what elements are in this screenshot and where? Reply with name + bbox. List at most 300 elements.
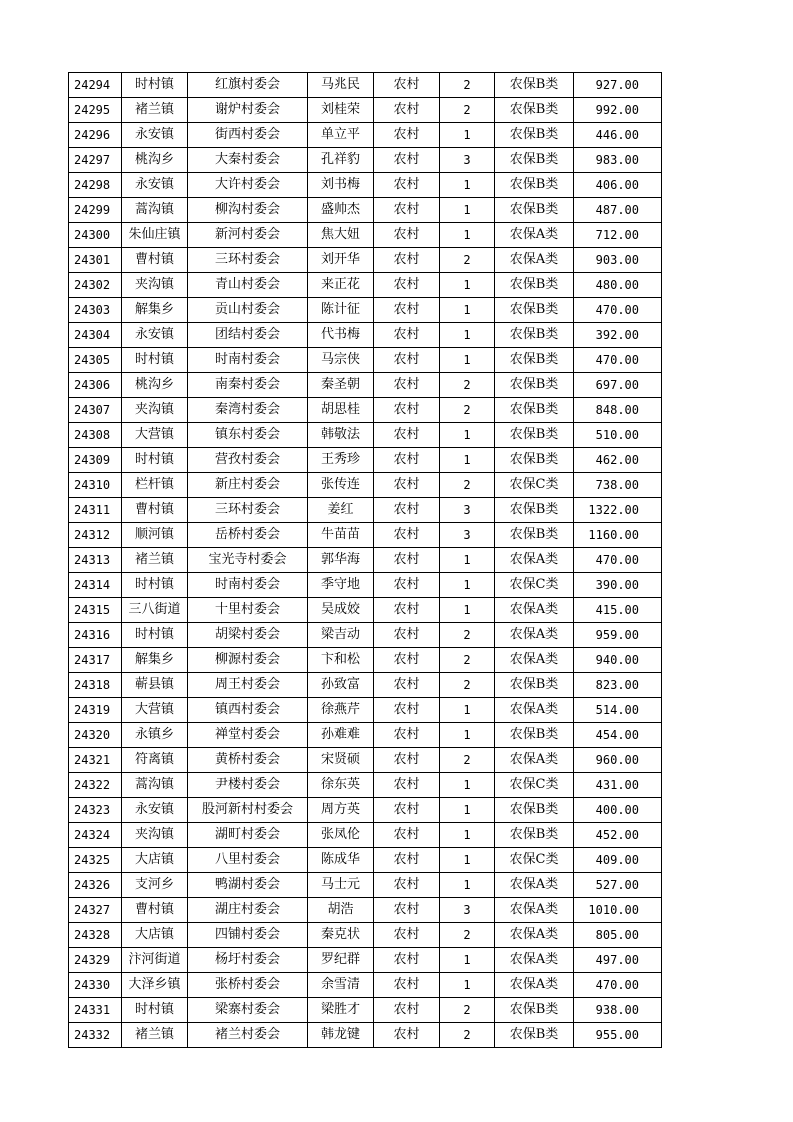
household-count-cell: 3 <box>440 498 495 523</box>
area-type-cell: 农村 <box>374 573 440 598</box>
household-count-cell: 2 <box>440 923 495 948</box>
record-id-cell: 24302 <box>69 273 122 298</box>
table-row <box>69 348 662 373</box>
township-cell: 褚兰镇 <box>122 1023 188 1048</box>
person-name-cell: 徐东英 <box>308 773 374 798</box>
household-count-cell: 2 <box>440 98 495 123</box>
area-type-cell: 农村 <box>374 1023 440 1048</box>
area-type-cell: 农村 <box>374 323 440 348</box>
township-cell: 顺河镇 <box>122 523 188 548</box>
township-cell: 三八街道 <box>122 598 188 623</box>
household-count-cell: 1 <box>440 123 495 148</box>
table-row <box>69 323 662 348</box>
village-committee-cell: 秦湾村委会 <box>188 398 308 423</box>
township-cell: 夹沟镇 <box>122 398 188 423</box>
insurance-category-cell: 农保B类 <box>495 348 574 373</box>
person-name-cell: 马宗侠 <box>308 348 374 373</box>
amount-cell: 470.00 <box>574 548 662 573</box>
household-count-cell: 2 <box>440 248 495 273</box>
area-type-cell: 农村 <box>374 923 440 948</box>
record-id-cell: 24310 <box>69 473 122 498</box>
township-cell: 符离镇 <box>122 748 188 773</box>
village-committee-cell: 岳桥村委会 <box>188 523 308 548</box>
amount-cell: 497.00 <box>574 948 662 973</box>
village-committee-cell: 尹楼村委会 <box>188 773 308 798</box>
township-cell: 朱仙庄镇 <box>122 223 188 248</box>
record-id-cell: 24322 <box>69 773 122 798</box>
township-cell: 时村镇 <box>122 998 188 1023</box>
area-type-cell: 农村 <box>374 98 440 123</box>
area-type-cell: 农村 <box>374 298 440 323</box>
area-type-cell: 农村 <box>374 723 440 748</box>
table-row <box>69 273 662 298</box>
table-row <box>69 198 662 223</box>
table-row <box>69 673 662 698</box>
person-name-cell: 张传连 <box>308 473 374 498</box>
person-name-cell: 胡思桂 <box>308 398 374 423</box>
amount-cell: 938.00 <box>574 998 662 1023</box>
table-row <box>69 473 662 498</box>
amount-cell: 927.00 <box>574 73 662 98</box>
village-committee-cell: 八里村委会 <box>188 848 308 873</box>
record-id-cell: 24307 <box>69 398 122 423</box>
township-cell: 蕲县镇 <box>122 673 188 698</box>
insurance-category-cell: 农保B类 <box>495 73 574 98</box>
household-count-cell: 1 <box>440 198 495 223</box>
area-type-cell: 农村 <box>374 698 440 723</box>
table-row <box>69 998 662 1023</box>
amount-cell: 431.00 <box>574 773 662 798</box>
amount-cell: 510.00 <box>574 423 662 448</box>
village-committee-cell: 梁寨村委会 <box>188 998 308 1023</box>
insurance-category-cell: 农保B类 <box>495 723 574 748</box>
insurance-category-cell: 农保A类 <box>495 748 574 773</box>
area-type-cell: 农村 <box>374 173 440 198</box>
insurance-category-cell: 农保B类 <box>495 498 574 523</box>
amount-cell: 415.00 <box>574 598 662 623</box>
person-name-cell: 牛苗苗 <box>308 523 374 548</box>
area-type-cell: 农村 <box>374 873 440 898</box>
township-cell: 时村镇 <box>122 348 188 373</box>
person-name-cell: 孙难难 <box>308 723 374 748</box>
amount-cell: 992.00 <box>574 98 662 123</box>
person-name-cell: 韩敬法 <box>308 423 374 448</box>
insurance-category-cell: 农保A类 <box>495 248 574 273</box>
record-id-cell: 24329 <box>69 948 122 973</box>
household-count-cell: 1 <box>440 298 495 323</box>
household-count-cell: 1 <box>440 223 495 248</box>
person-name-cell: 陈计征 <box>308 298 374 323</box>
village-committee-cell: 三环村委会 <box>188 498 308 523</box>
insurance-category-cell: 农保B类 <box>495 273 574 298</box>
insurance-category-cell: 农保B类 <box>495 123 574 148</box>
area-type-cell: 农村 <box>374 648 440 673</box>
record-id-cell: 24299 <box>69 198 122 223</box>
village-committee-cell: 镇东村委会 <box>188 423 308 448</box>
amount-cell: 480.00 <box>574 273 662 298</box>
table-row <box>69 623 662 648</box>
township-cell: 永安镇 <box>122 323 188 348</box>
amount-cell: 470.00 <box>574 973 662 998</box>
household-count-cell: 2 <box>440 1023 495 1048</box>
insurance-category-cell: 农保A类 <box>495 623 574 648</box>
amount-cell: 400.00 <box>574 798 662 823</box>
person-name-cell: 胡浩 <box>308 898 374 923</box>
record-id-cell: 24332 <box>69 1023 122 1048</box>
village-committee-cell: 湖庄村委会 <box>188 898 308 923</box>
household-count-cell: 1 <box>440 598 495 623</box>
household-count-cell: 1 <box>440 723 495 748</box>
insurance-category-cell: 农保B类 <box>495 998 574 1023</box>
village-committee-cell: 营孜村委会 <box>188 448 308 473</box>
household-count-cell: 1 <box>440 873 495 898</box>
table-row <box>69 848 662 873</box>
record-id-cell: 24323 <box>69 798 122 823</box>
record-id-cell: 24304 <box>69 323 122 348</box>
household-count-cell: 2 <box>440 748 495 773</box>
person-name-cell: 盛帅杰 <box>308 198 374 223</box>
record-id-cell: 24317 <box>69 648 122 673</box>
record-id-cell: 24318 <box>69 673 122 698</box>
area-type-cell: 农村 <box>374 523 440 548</box>
table-row <box>69 548 662 573</box>
table-row <box>69 248 662 273</box>
household-count-cell: 1 <box>440 448 495 473</box>
township-cell: 永镇乡 <box>122 723 188 748</box>
household-count-cell: 1 <box>440 848 495 873</box>
household-count-cell: 2 <box>440 623 495 648</box>
amount-cell: 1322.00 <box>574 498 662 523</box>
village-committee-cell: 三环村委会 <box>188 248 308 273</box>
person-name-cell: 余雪清 <box>308 973 374 998</box>
person-name-cell: 焦大妞 <box>308 223 374 248</box>
household-count-cell: 3 <box>440 148 495 173</box>
person-name-cell: 来正花 <box>308 273 374 298</box>
person-name-cell: 梁吉动 <box>308 623 374 648</box>
village-committee-cell: 张桥村委会 <box>188 973 308 998</box>
village-committee-cell: 镇西村委会 <box>188 698 308 723</box>
household-count-cell: 1 <box>440 423 495 448</box>
record-id-cell: 24306 <box>69 373 122 398</box>
person-name-cell: 季守地 <box>308 573 374 598</box>
person-name-cell: 徐燕芹 <box>308 698 374 723</box>
village-committee-cell: 柳沟村委会 <box>188 198 308 223</box>
area-type-cell: 农村 <box>374 973 440 998</box>
insurance-category-cell: 农保B类 <box>495 523 574 548</box>
table-row <box>69 823 662 848</box>
insurance-category-cell: 农保C类 <box>495 848 574 873</box>
person-name-cell: 卞和松 <box>308 648 374 673</box>
record-id-cell: 24296 <box>69 123 122 148</box>
table-row <box>69 923 662 948</box>
village-committee-cell: 周王村委会 <box>188 673 308 698</box>
record-id-cell: 24313 <box>69 548 122 573</box>
area-type-cell: 农村 <box>374 448 440 473</box>
amount-cell: 392.00 <box>574 323 662 348</box>
village-committee-cell: 青山村委会 <box>188 273 308 298</box>
amount-cell: 514.00 <box>574 698 662 723</box>
household-count-cell: 2 <box>440 398 495 423</box>
area-type-cell: 农村 <box>374 148 440 173</box>
amount-cell: 940.00 <box>574 648 662 673</box>
record-id-cell: 24324 <box>69 823 122 848</box>
table-row <box>69 698 662 723</box>
village-committee-cell: 大秦村委会 <box>188 148 308 173</box>
area-type-cell: 农村 <box>374 373 440 398</box>
household-count-cell: 1 <box>440 698 495 723</box>
table-row <box>69 148 662 173</box>
village-committee-cell: 黄桥村委会 <box>188 748 308 773</box>
insurance-category-cell: 农保B类 <box>495 98 574 123</box>
township-cell: 大营镇 <box>122 698 188 723</box>
insurance-category-cell: 农保A类 <box>495 223 574 248</box>
amount-cell: 738.00 <box>574 473 662 498</box>
amount-cell: 903.00 <box>574 248 662 273</box>
household-count-cell: 1 <box>440 173 495 198</box>
area-type-cell: 农村 <box>374 623 440 648</box>
amount-cell: 406.00 <box>574 173 662 198</box>
insurance-category-cell: 农保A类 <box>495 923 574 948</box>
village-committee-cell: 贡山村委会 <box>188 298 308 323</box>
area-type-cell: 农村 <box>374 123 440 148</box>
area-type-cell: 农村 <box>374 498 440 523</box>
amount-cell: 959.00 <box>574 623 662 648</box>
record-id-cell: 24295 <box>69 98 122 123</box>
table-row <box>69 523 662 548</box>
household-count-cell: 2 <box>440 648 495 673</box>
village-committee-cell: 四铺村委会 <box>188 923 308 948</box>
household-count-cell: 1 <box>440 823 495 848</box>
village-committee-cell: 南秦村委会 <box>188 373 308 398</box>
household-count-cell: 2 <box>440 998 495 1023</box>
insurance-category-cell: 农保B类 <box>495 673 574 698</box>
area-type-cell: 农村 <box>374 398 440 423</box>
person-name-cell: 张凤伦 <box>308 823 374 848</box>
township-cell: 夹沟镇 <box>122 273 188 298</box>
person-name-cell: 王秀珍 <box>308 448 374 473</box>
person-name-cell: 周方英 <box>308 798 374 823</box>
table-row <box>69 973 662 998</box>
insurance-category-cell: 农保A类 <box>495 973 574 998</box>
amount-cell: 409.00 <box>574 848 662 873</box>
village-committee-cell: 胡梁村委会 <box>188 623 308 648</box>
record-id-cell: 24330 <box>69 973 122 998</box>
household-count-cell: 1 <box>440 323 495 348</box>
person-name-cell: 秦克状 <box>308 923 374 948</box>
table-row <box>69 298 662 323</box>
amount-cell: 1010.00 <box>574 898 662 923</box>
record-id-cell: 24316 <box>69 623 122 648</box>
table-row <box>69 173 662 198</box>
person-name-cell: 梁胜才 <box>308 998 374 1023</box>
area-type-cell: 农村 <box>374 273 440 298</box>
table-row <box>69 873 662 898</box>
area-type-cell: 农村 <box>374 423 440 448</box>
record-id-cell: 24300 <box>69 223 122 248</box>
record-id-cell: 24315 <box>69 598 122 623</box>
household-count-cell: 2 <box>440 373 495 398</box>
area-type-cell: 农村 <box>374 223 440 248</box>
household-count-cell: 1 <box>440 548 495 573</box>
insurance-category-cell: 农保A类 <box>495 598 574 623</box>
insurance-category-cell: 农保B类 <box>495 398 574 423</box>
table-row <box>69 98 662 123</box>
record-id-cell: 24305 <box>69 348 122 373</box>
area-type-cell: 农村 <box>374 798 440 823</box>
table-row <box>69 73 662 98</box>
township-cell: 大营镇 <box>122 423 188 448</box>
record-id-cell: 24326 <box>69 873 122 898</box>
person-name-cell: 郭华海 <box>308 548 374 573</box>
person-name-cell: 陈成华 <box>308 848 374 873</box>
table-row <box>69 648 662 673</box>
amount-cell: 527.00 <box>574 873 662 898</box>
township-cell: 时村镇 <box>122 448 188 473</box>
area-type-cell: 农村 <box>374 998 440 1023</box>
amount-cell: 983.00 <box>574 148 662 173</box>
township-cell: 蒿沟镇 <box>122 198 188 223</box>
village-committee-cell: 新河村委会 <box>188 223 308 248</box>
record-id-cell: 24311 <box>69 498 122 523</box>
township-cell: 支河乡 <box>122 873 188 898</box>
area-type-cell: 农村 <box>374 773 440 798</box>
insurance-category-cell: 农保B类 <box>495 798 574 823</box>
amount-cell: 848.00 <box>574 398 662 423</box>
household-count-cell: 3 <box>440 523 495 548</box>
household-count-cell: 1 <box>440 798 495 823</box>
area-type-cell: 农村 <box>374 473 440 498</box>
township-cell: 时村镇 <box>122 73 188 98</box>
insurance-category-cell: 农保C类 <box>495 573 574 598</box>
insurance-category-cell: 农保B类 <box>495 298 574 323</box>
insurance-category-cell: 农保B类 <box>495 823 574 848</box>
record-id-cell: 24303 <box>69 298 122 323</box>
township-cell: 时村镇 <box>122 623 188 648</box>
township-cell: 曹村镇 <box>122 898 188 923</box>
person-name-cell: 孙致富 <box>308 673 374 698</box>
record-id-cell: 24309 <box>69 448 122 473</box>
insurance-category-cell: 农保C类 <box>495 773 574 798</box>
record-id-cell: 24325 <box>69 848 122 873</box>
township-cell: 汴河街道 <box>122 948 188 973</box>
insurance-category-cell: 农保B类 <box>495 373 574 398</box>
table-row <box>69 598 662 623</box>
village-committee-cell: 谢炉村委会 <box>188 98 308 123</box>
area-type-cell: 农村 <box>374 673 440 698</box>
amount-cell: 712.00 <box>574 223 662 248</box>
village-committee-cell: 街西村委会 <box>188 123 308 148</box>
table-row <box>69 223 662 248</box>
village-committee-cell: 宝光寺村委会 <box>188 548 308 573</box>
village-committee-cell: 十里村委会 <box>188 598 308 623</box>
village-committee-cell: 鸭湖村委会 <box>188 873 308 898</box>
insurance-category-cell: 农保B类 <box>495 1023 574 1048</box>
insurance-category-cell: 农保B类 <box>495 323 574 348</box>
insurance-category-cell: 农保A类 <box>495 548 574 573</box>
area-type-cell: 农村 <box>374 248 440 273</box>
village-committee-cell: 时南村委会 <box>188 573 308 598</box>
record-id-cell: 24294 <box>69 73 122 98</box>
person-name-cell: 代书梅 <box>308 323 374 348</box>
table-body <box>69 73 662 1048</box>
area-type-cell: 农村 <box>374 73 440 98</box>
table-row <box>69 448 662 473</box>
table-row <box>69 773 662 798</box>
amount-cell: 390.00 <box>574 573 662 598</box>
township-cell: 永安镇 <box>122 123 188 148</box>
table-row <box>69 723 662 748</box>
township-cell: 桃沟乡 <box>122 373 188 398</box>
village-committee-cell: 时南村委会 <box>188 348 308 373</box>
amount-cell: 1160.00 <box>574 523 662 548</box>
table-row <box>69 373 662 398</box>
insurance-category-cell: 农保A类 <box>495 948 574 973</box>
record-id-cell: 24312 <box>69 523 122 548</box>
table-row <box>69 748 662 773</box>
record-id-cell: 24301 <box>69 248 122 273</box>
township-cell: 大店镇 <box>122 848 188 873</box>
household-count-cell: 1 <box>440 573 495 598</box>
person-name-cell: 韩龙键 <box>308 1023 374 1048</box>
area-type-cell: 农村 <box>374 198 440 223</box>
village-committee-cell: 杨圩村委会 <box>188 948 308 973</box>
area-type-cell: 农村 <box>374 823 440 848</box>
village-committee-cell: 禅堂村委会 <box>188 723 308 748</box>
insurance-category-cell: 农保B类 <box>495 423 574 448</box>
township-cell: 解集乡 <box>122 298 188 323</box>
amount-cell: 697.00 <box>574 373 662 398</box>
amount-cell: 823.00 <box>574 673 662 698</box>
township-cell: 曹村镇 <box>122 498 188 523</box>
village-committee-cell: 柳源村委会 <box>188 648 308 673</box>
record-id-cell: 24319 <box>69 698 122 723</box>
insurance-category-cell: 农保B类 <box>495 198 574 223</box>
village-committee-cell: 团结村委会 <box>188 323 308 348</box>
village-committee-cell: 褚兰村委会 <box>188 1023 308 1048</box>
village-committee-cell: 湖町村委会 <box>188 823 308 848</box>
table-row <box>69 573 662 598</box>
township-cell: 夹沟镇 <box>122 823 188 848</box>
insurance-category-cell: 农保A类 <box>495 898 574 923</box>
household-count-cell: 1 <box>440 273 495 298</box>
village-committee-cell: 股河新村村委会 <box>188 798 308 823</box>
township-cell: 曹村镇 <box>122 248 188 273</box>
person-name-cell: 刘书梅 <box>308 173 374 198</box>
records-table <box>68 72 662 1048</box>
record-id-cell: 24321 <box>69 748 122 773</box>
person-name-cell: 单立平 <box>308 123 374 148</box>
amount-cell: 462.00 <box>574 448 662 473</box>
person-name-cell: 刘桂荣 <box>308 98 374 123</box>
table-row <box>69 398 662 423</box>
household-count-cell: 2 <box>440 73 495 98</box>
township-cell: 解集乡 <box>122 648 188 673</box>
village-committee-cell: 大许村委会 <box>188 173 308 198</box>
household-count-cell: 2 <box>440 473 495 498</box>
table-row <box>69 898 662 923</box>
record-id-cell: 24328 <box>69 923 122 948</box>
table-row <box>69 123 662 148</box>
record-id-cell: 24298 <box>69 173 122 198</box>
household-count-cell: 3 <box>440 898 495 923</box>
area-type-cell: 农村 <box>374 548 440 573</box>
insurance-category-cell: 农保A类 <box>495 873 574 898</box>
amount-cell: 955.00 <box>574 1023 662 1048</box>
record-id-cell: 24327 <box>69 898 122 923</box>
amount-cell: 960.00 <box>574 748 662 773</box>
table-row <box>69 948 662 973</box>
person-name-cell: 吴成姣 <box>308 598 374 623</box>
